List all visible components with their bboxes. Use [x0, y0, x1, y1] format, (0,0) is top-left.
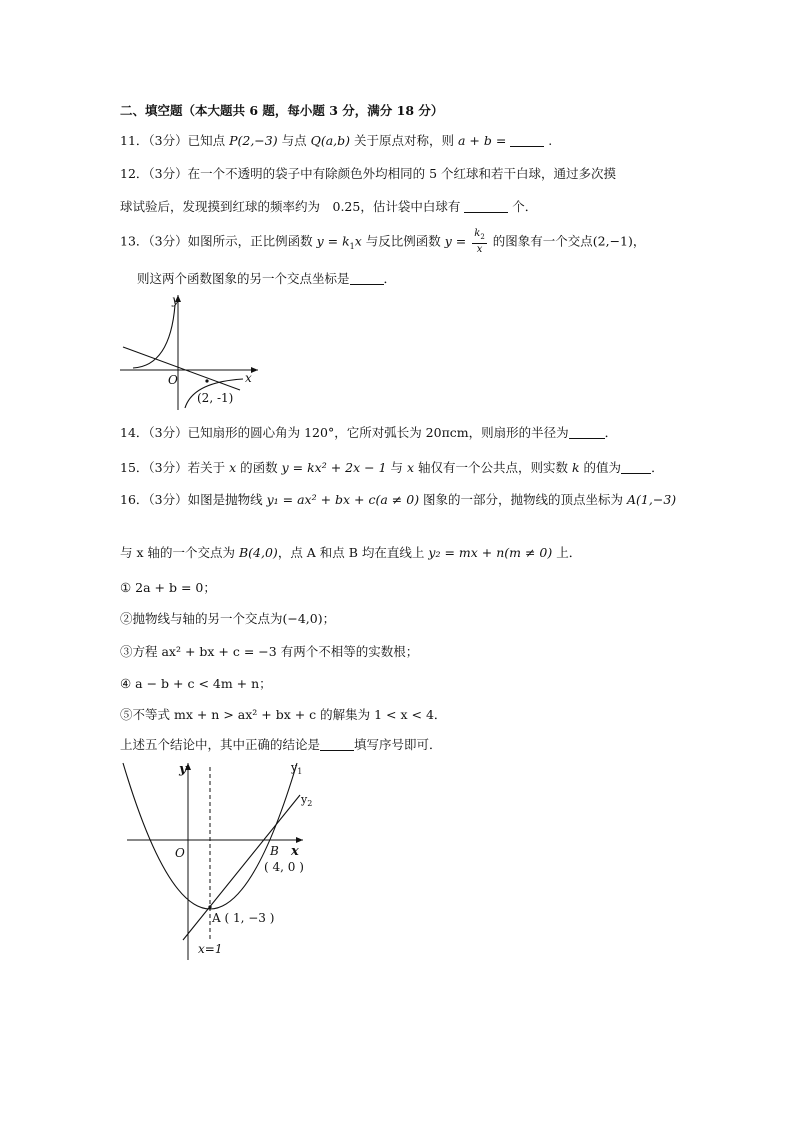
q13-f1-x: x	[354, 233, 362, 249]
q11-expr: a + b =	[457, 133, 507, 148]
fig2-a-label: A ( 1, −3 )	[212, 911, 275, 925]
fig2-y1-label	[290, 761, 302, 776]
question-14	[120, 425, 617, 441]
q13-f1-sub: 1	[349, 242, 355, 251]
fig2-origin-label: O	[175, 846, 185, 860]
fig2-y1-letter: y	[291, 761, 298, 774]
conclusion-pre: 上述五个结论中，其中正确的结论是	[120, 737, 321, 752]
fig2-y2-label	[300, 793, 312, 808]
question-16-line1	[120, 492, 676, 508]
question-12-line1: 12．（3分）在一个不透明的袋子中有除颜色外均相同的 5 个红球和若干白球，通过多次摸	[120, 166, 617, 181]
q16-answer-blank[interactable]	[320, 738, 354, 751]
q14-pre: 14．（3分）已知扇形的圆心角为 120°，它所对弧长为 20πcm，则扇形的半径为	[120, 425, 569, 440]
q15-function: y = kx² + 2x − 1	[281, 460, 387, 475]
figure-16-graph	[115, 755, 325, 965]
fig2-y1-sub: 1	[297, 767, 303, 776]
statement-4: ④ a − b + c < 4m + n；	[120, 676, 272, 691]
q16-line2-end: 上．	[552, 545, 582, 560]
statement-1: ① 2a + b = 0；	[120, 580, 216, 595]
question-13-line1	[120, 228, 645, 260]
question-13-line2	[137, 271, 396, 287]
figure-13-graph	[115, 290, 265, 415]
q15-mid1: 的函数	[236, 460, 282, 475]
question-16-line2	[120, 545, 581, 561]
q15-x1: x	[229, 460, 237, 475]
fig1-y-label: y	[172, 293, 179, 307]
q14-end: ．	[604, 425, 618, 440]
fig2-point-a	[208, 905, 211, 908]
q12-line2-post: 个．	[508, 199, 538, 214]
q15-mid3: 轴仅有一个公共点，则实数	[414, 460, 572, 475]
q13-f2-den: x	[476, 244, 483, 255]
fig2-y-label: y	[179, 762, 187, 777]
q13-fraction	[472, 228, 487, 256]
q15-k: k	[572, 460, 580, 475]
q11-end: .	[544, 133, 553, 148]
q16-line2-pre: 与 x 轴的一个交点为	[120, 545, 239, 560]
statement-3: ③方程 ax² + bx + c = −3 有两个不相等的实数根；	[120, 644, 419, 659]
q11-mid: 与点	[277, 133, 311, 148]
q15-pre: 15．（3分）若关于	[120, 460, 230, 475]
statement-2: ②抛物线与轴的另一个交点为(−4,0)；	[120, 611, 336, 626]
fig1-x-label: x	[245, 371, 252, 385]
fig1-origin-label: O	[168, 373, 178, 387]
q13-line2-end: ．	[383, 271, 397, 286]
question-11	[120, 133, 552, 149]
fig2-b-coord: ( 4, 0 )	[264, 860, 304, 874]
q15-end: ．	[651, 460, 664, 475]
question-12-line2	[120, 199, 537, 215]
q16-mid: 图象的一部分，抛物线的顶点坐标为	[419, 492, 628, 507]
fig2-y2-sub: 2	[307, 799, 313, 808]
fig1-point-label: (2, -1)	[197, 391, 234, 405]
fig1-proportional-line	[123, 347, 240, 390]
fig2-x-label: x	[291, 844, 299, 859]
q13-f2-num: k	[474, 228, 481, 239]
q11-answer-blank[interactable]	[510, 134, 544, 147]
q13-f2-num-sub: 2	[480, 233, 485, 241]
q13-mid: 与反比例函数	[361, 233, 445, 249]
section-header: 二、填空题（本大题共 6 题，每小题 3 分，满分 18 分）	[120, 103, 444, 118]
question-15	[120, 460, 664, 476]
q15-mid2: 与	[386, 460, 407, 475]
fig2-x-arrow	[296, 837, 303, 843]
q15-answer-blank[interactable]	[621, 461, 651, 474]
fig1-intersection-point	[205, 379, 208, 382]
q16-point-b: B(4,0)	[238, 545, 278, 560]
q14-answer-blank[interactable]	[569, 426, 605, 439]
q11-point-p: P(2,−3)	[229, 133, 278, 148]
q13-post: 的图象有一个交点(2,−1)，	[488, 233, 646, 249]
q13-f2-y: y =	[444, 233, 467, 249]
q16-pre: 16．（3分）如图是抛物线	[120, 492, 267, 507]
fig2-b-label: B	[270, 844, 279, 858]
q16-line2-mid: ，点 A 和点 B 均在直线上	[277, 545, 429, 560]
conclusion-line	[120, 737, 442, 753]
fig1-x-arrow	[251, 367, 258, 373]
conclusion-post: 填写序号即可．	[354, 737, 442, 752]
q13-answer-blank[interactable]	[350, 272, 384, 285]
q11-pre: 11．（3分）已知点	[120, 133, 230, 148]
q12-line2-pre: 球试验后，发现摸到红球的频率约为 0.25，估计袋中白球有	[120, 199, 465, 214]
q16-parabola: y₁ = ax² + bx + c(a ≠ 0)	[266, 492, 420, 507]
q13-f1: y = k	[316, 233, 350, 249]
q13-line2: 则这两个函数图象的另一个交点坐标是	[137, 271, 350, 286]
q13-pre: 13．（3分）如图所示，正比例函数	[120, 233, 317, 249]
statement-5: ⑤不等式 mx + n > ax² + bx + c 的解集为 1 < x < 4．	[120, 707, 447, 722]
q16-vertex: A(1,−3)	[627, 492, 677, 507]
q12-answer-blank[interactable]	[464, 200, 508, 213]
q11-post: 关于原点对称，则	[350, 133, 458, 148]
q11-point-q: Q(a,b)	[310, 133, 351, 148]
fig2-y2-letter: y	[301, 793, 308, 806]
q16-line-eq: y₂ = mx + n(m ≠ 0)	[428, 545, 553, 560]
q15-post: 的值为	[579, 460, 622, 475]
q15-x2: x	[406, 460, 415, 475]
fig2-axis-label: x=1	[198, 942, 223, 956]
